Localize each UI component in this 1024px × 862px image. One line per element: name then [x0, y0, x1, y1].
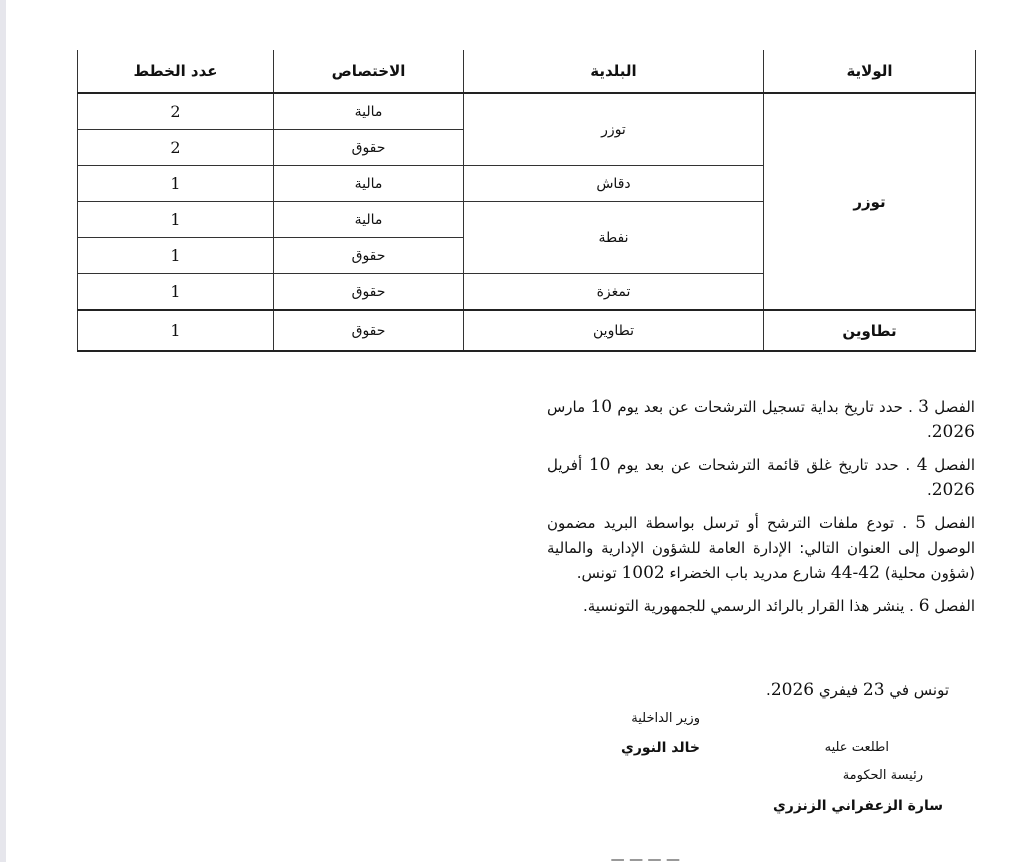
article-5: الفصل 5 . تودع ملفات الترشح أو ترسل بواسطة البريد مضمون الوصول إلى العنوان التالي: الإدارة العامة للشؤون الإدارية والمالية (شؤون محلية) 42-44 شارع مدريد باب الخضراء 1002 تونس.: [547, 513, 976, 583]
baladiya-cell: دقاش: [464, 166, 764, 202]
wilaya-cell: توزر: [764, 93, 976, 310]
spec-cell: حقوق: [274, 238, 464, 274]
pm-title: رئيسة الحكومة: [842, 768, 923, 783]
spec-cell: مالية: [274, 202, 464, 238]
article-4: الفصل 4 . حدد تاريخ غلق قائمة الترشحات عن بعد يوم 10 أفريل 2026.: [547, 455, 975, 500]
baladiya-cell: نفطة: [464, 202, 764, 274]
spec-cell: حقوق: [274, 274, 464, 311]
baladiya-cell: تطاوين: [464, 310, 764, 351]
spec-cell: مالية: [274, 166, 464, 202]
table-row: [78, 93, 976, 130]
article-6: الفصل 6 . ينشر هذا القرار بالرائد الرسمي للجمهورية التونسية.: [582, 596, 975, 616]
table-row: [78, 310, 976, 351]
count-cell: 1: [78, 310, 274, 351]
baladiya-cell: تمغزة: [464, 274, 764, 311]
header-baladiya: البلدية: [464, 50, 764, 93]
seen-by-label: اطلعت عليه: [824, 740, 889, 755]
minister-name: خالد النوري: [620, 740, 700, 756]
count-cell: 2: [78, 93, 274, 130]
dateline: تونس في 23 فيفري 2026.: [766, 680, 949, 700]
allocation-table: [77, 50, 976, 352]
header-wilaya: الولاية: [764, 50, 976, 93]
baladiya-cell: توزر: [464, 93, 764, 166]
cut-off-text-fragment: — — — —: [610, 852, 680, 862]
count-cell: 1: [78, 238, 274, 274]
header-ikhtisas: الاختصاص: [274, 50, 464, 93]
count-cell: 1: [78, 202, 274, 238]
decree-articles: [547, 395, 975, 627]
spec-cell: حقوق: [274, 310, 464, 351]
pm-name: سارة الزعفراني الزنزري: [772, 798, 943, 814]
table-header-row: [78, 50, 976, 93]
wilaya-cell: تطاوين: [764, 310, 976, 351]
count-cell: 1: [78, 274, 274, 311]
article-3: الفصل 3 . حدد تاريخ بداية تسجيل الترشحات عن بعد يوم 10 مارس 2026.: [547, 397, 975, 442]
page-left-edge: [0, 0, 6, 862]
count-cell: 2: [78, 130, 274, 166]
count-cell: 1: [78, 166, 274, 202]
minister-title: وزير الداخلية: [631, 711, 700, 726]
header-count: عدد الخطط: [78, 50, 274, 93]
spec-cell: مالية: [274, 93, 464, 130]
spec-cell: حقوق: [274, 130, 464, 166]
